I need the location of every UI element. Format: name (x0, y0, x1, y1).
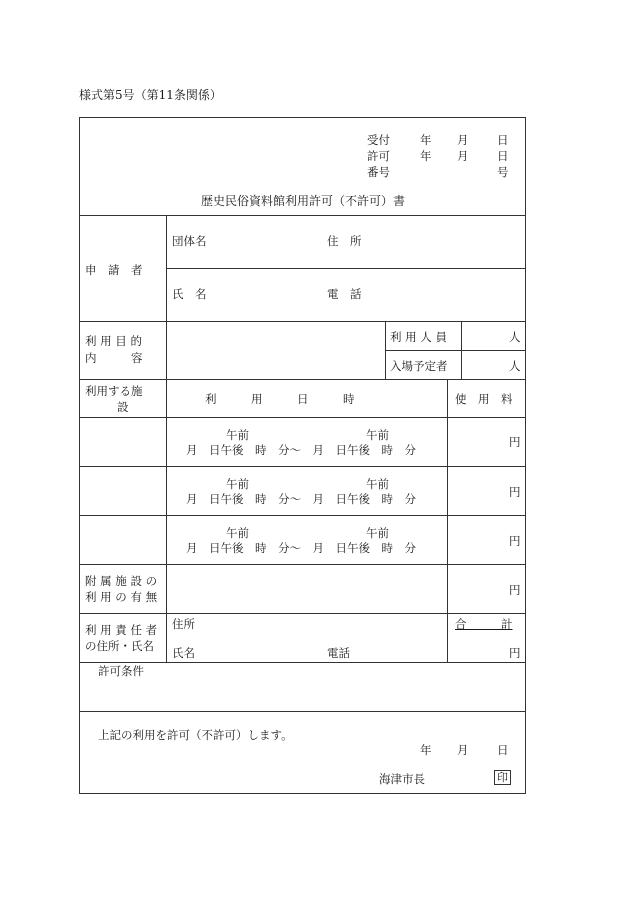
year-label: 年 (420, 133, 432, 147)
fee-unit: 円 (509, 435, 521, 449)
approval-statement: 上記の利用を許可（不許可）します。 (98, 728, 293, 742)
reception-label: 受付 (367, 133, 390, 147)
am-label: 午前 (226, 477, 249, 491)
permit-label: 許可 (367, 149, 390, 163)
am-label: 午前 (226, 526, 249, 540)
form-title: 歴史民俗資料館利用許可（不許可）書 (201, 194, 406, 208)
day-label: 日 (497, 743, 509, 757)
total-unit: 円 (509, 646, 521, 660)
fee-unit: 円 (509, 485, 521, 499)
responsible-label-2: の住所・氏名 (85, 639, 154, 653)
year-label: 年 (420, 743, 432, 757)
divider (385, 350, 526, 351)
users-unit: 人 (509, 330, 521, 344)
facility-label-2: 設 (117, 400, 129, 414)
annex-unit: 円 (509, 583, 521, 597)
divider (385, 321, 386, 379)
responsible-address-label: 住所 (172, 617, 195, 631)
purpose-label: 利 用 目 的 (85, 334, 142, 348)
facility-label: 利用する施 (85, 384, 143, 398)
year-label: 年 (420, 149, 432, 163)
fee-header: 使 用 料 (455, 392, 513, 406)
fee-unit: 円 (509, 534, 521, 548)
divider (79, 564, 526, 565)
divider (447, 379, 448, 662)
total-label: 合 計 (455, 617, 513, 631)
seal-stamp: 印 (494, 770, 511, 785)
am-label: 午前 (226, 428, 249, 442)
month-label: 月 (457, 149, 469, 163)
divider (166, 268, 526, 269)
number-suffix: 号 (497, 165, 509, 179)
month-label: 月 (457, 133, 469, 147)
divider (79, 613, 526, 614)
day-label: 日 (497, 133, 509, 147)
datetime-line: 月 日午後 時 分～ 月 日午後 時 分 (186, 541, 416, 555)
divider (79, 417, 526, 418)
purpose-label-2: 内 容 (85, 351, 143, 365)
group-name-label: 団体名 (172, 234, 207, 248)
annex-label-2: 利 用 の 有 無 (85, 590, 158, 604)
day-label: 日 (497, 149, 509, 163)
users-label: 利 用 人 員 (390, 330, 447, 344)
datetime-header: 利 用 日 時 (205, 392, 355, 406)
responsible-name-label: 氏名 (172, 646, 195, 660)
divider (461, 321, 462, 379)
am-label: 午前 (366, 526, 389, 540)
conditions-label: 許可条件 (98, 664, 144, 678)
name-label: 氏 名 (172, 287, 207, 301)
month-label: 月 (457, 743, 469, 757)
phone-label: 電 話 (327, 287, 362, 301)
divider (79, 515, 526, 516)
am-label: 午前 (366, 428, 389, 442)
responsible-label: 利 用 責 任 者 (85, 623, 158, 637)
mayor-label: 海津市長 (379, 772, 425, 786)
divider (79, 379, 526, 380)
number-label: 番号 (367, 165, 390, 179)
am-label: 午前 (366, 477, 389, 491)
datetime-line: 月 日午後 時 分～ 月 日午後 時 分 (186, 492, 416, 506)
form-number: 様式第5号（第11条関係） (79, 88, 222, 102)
divider (79, 321, 526, 322)
divider (79, 466, 526, 467)
annex-label: 附 属 施 設 の (85, 574, 158, 588)
divider (79, 215, 526, 216)
applicant-label: 申 請 者 (85, 263, 143, 277)
divider (166, 215, 167, 662)
datetime-line: 月 日午後 時 分～ 月 日午後 時 分 (186, 443, 416, 457)
address-label: 住 所 (327, 234, 362, 248)
divider (79, 711, 526, 712)
responsible-phone-label: 電話 (327, 646, 350, 660)
divider (79, 662, 526, 663)
visitors-unit: 人 (509, 359, 521, 373)
visitors-label: 入場予定者 (390, 359, 448, 373)
